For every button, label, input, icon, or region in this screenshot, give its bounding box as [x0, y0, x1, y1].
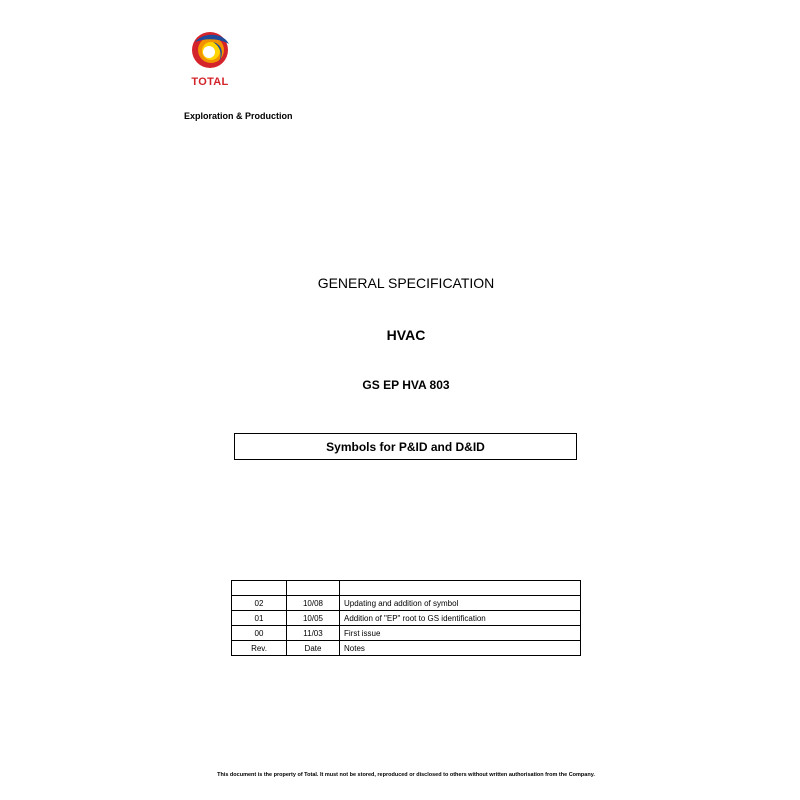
table-header-row [232, 641, 581, 656]
date-header: Date [287, 641, 340, 656]
logo-wordmark: TOTAL [191, 76, 229, 88]
division-label: Exploration & Production [184, 111, 293, 121]
rev-cell: 00 [232, 626, 287, 641]
notes-cell: Updating and addition of symbol [340, 596, 581, 611]
total-logo-icon [189, 28, 231, 74]
revision-table [231, 580, 581, 656]
document-subject-box [234, 433, 577, 460]
property-notice: This document is the property of Total. It must not be stored, reproduced or disclosed to others without written authorisation from the Company. [217, 772, 595, 778]
rev-cell: 02 [232, 596, 287, 611]
notes-cell: First issue [340, 626, 581, 641]
table-row [232, 581, 581, 596]
notes-cell: Addition of "EP" root to GS identification [340, 611, 581, 626]
date-cell [287, 581, 340, 596]
document-category: GENERAL SPECIFICATION [317, 275, 495, 291]
table-row [232, 596, 581, 611]
rev-header: Rev. [232, 641, 287, 656]
document-code: GS EP HVA 803 [362, 378, 450, 392]
document-discipline: HVAC [386, 327, 426, 343]
rev-cell: 01 [232, 611, 287, 626]
notes-header: Notes [340, 641, 581, 656]
total-logo [183, 28, 237, 90]
rev-cell [232, 581, 287, 596]
date-cell: 10/08 [287, 596, 340, 611]
table-row [232, 611, 581, 626]
date-cell: 11/03 [287, 626, 340, 641]
notes-cell [340, 581, 581, 596]
date-cell: 10/05 [287, 611, 340, 626]
table-row [232, 626, 581, 641]
document-subject: Symbols for P&ID and D&ID [326, 439, 485, 454]
